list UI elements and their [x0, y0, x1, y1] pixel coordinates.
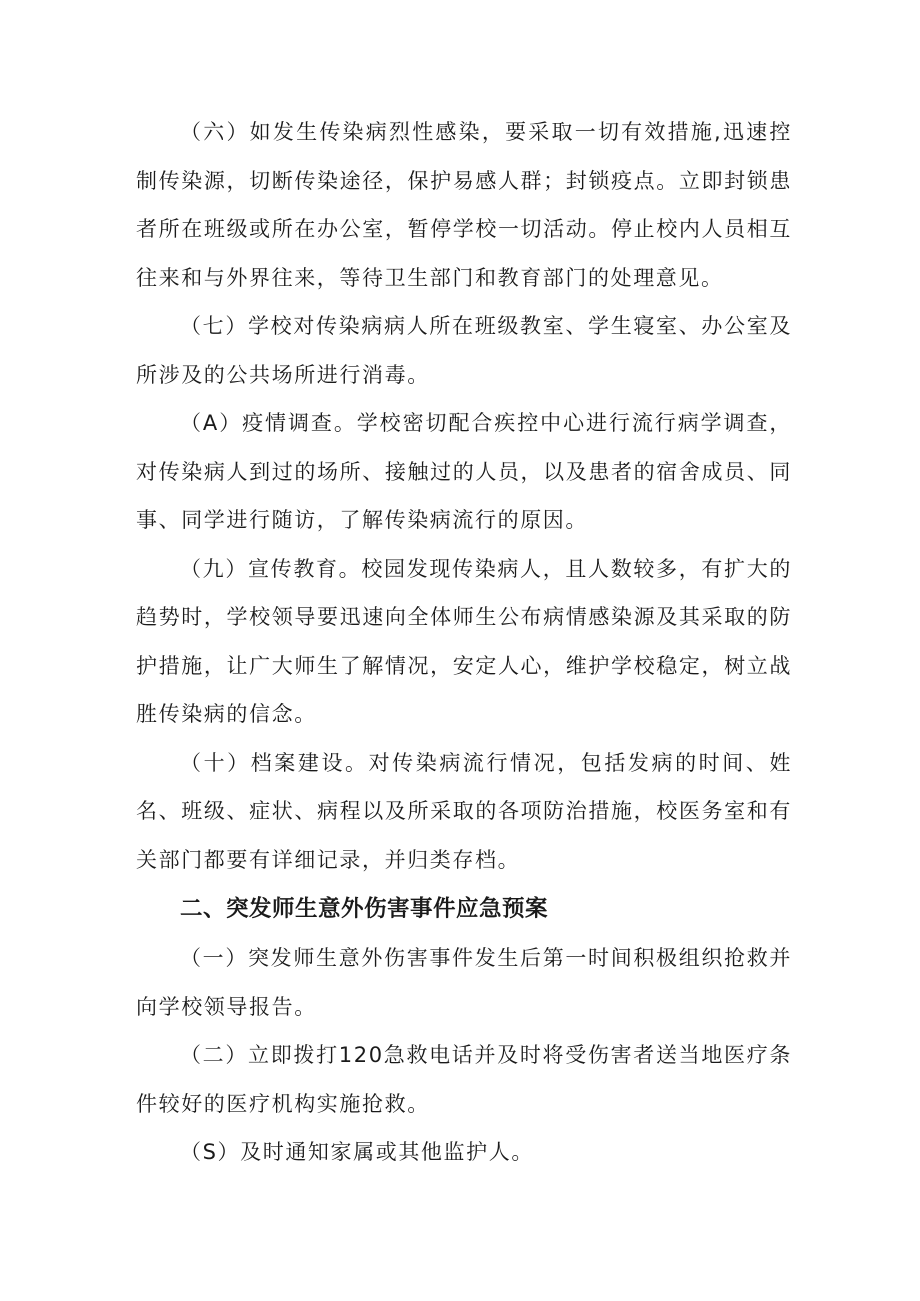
section-paragraph-1: （一）突发师生意外伤害事件发生后第一时间积极组织抢救并向学校领导报告。 [136, 946, 792, 1019]
section-paragraph-2: （二）立即拨打120急救电话并及时将受伤害者送当地医疗条件较好的医疗机构实施抢救。 [136, 1043, 792, 1116]
paragraph-item-7: （七）学校对传染病病人所在班级教室、学生寝室、办公室及所涉及的公共场所进行消毒。 [136, 314, 792, 387]
paragraph-item-6: （六）如发生传染病烈性感染，要采取一切有效措施,迅速控制传染源，切断传染途径，保护易感人群；封锁疫点。立即封锁患者所在班级或所在办公室，暂停学校一切活动。停止校内人员相互往来和与外界往来，等待卫生部门和教育部门的处理意见。 [136, 120, 792, 290]
section-heading: 二、突发师生意外伤害事件应急预案 [180, 896, 549, 922]
paragraph-item-10: （十）档案建设。对传染病流行情况，包括发病的时间、姓名、班级、症状、病程以及所采取的各项防治措施，校医务室和有关部门都要有详细记录，并归类存档。 [136, 750, 792, 872]
document-body [136, 108, 792, 1177]
section-paragraph-3: （S）及时通知家属或其他监护人。 [180, 1140, 534, 1164]
paragraph-item-9: （九）宣传教育。校园发现传染病人，且人数较多，有扩大的趋势时，学校领导要迅速向全体师生公布病情感染源及其采取的防护措施，让广大师生了解情况，安定人心，维护学校稳定，树立战胜传染病的信念。 [136, 556, 792, 726]
paragraph-item-8: （A）疫情调查。学校密切配合疾控中心进行流行病学调查，对传染病人到过的场所、接触过的人员，以及患者的宿舍成员、同事、同学进行随访，了解传染病流行的原因。 [136, 411, 792, 532]
